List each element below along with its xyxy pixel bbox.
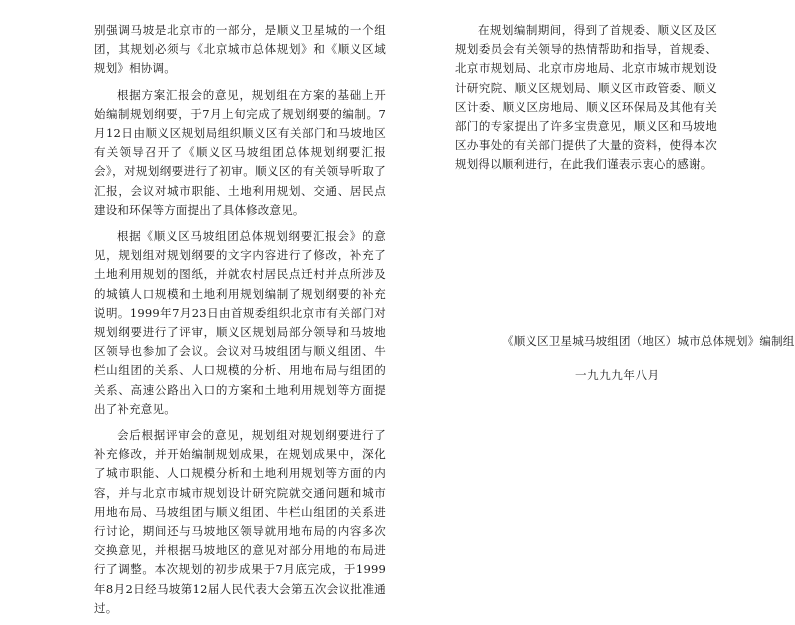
paragraph-acknowledgements: 在规划编制期间，得到了首规委、顺义区及区规划委员会有关领导的热情帮助和指导，首规委、北京市规划局、北京市房地局、北京市城市规划设计研究院、顺义区规划局、顺义区市政管委、顺义区计委、顺义区房地局、顺义区环保局及其他有关部门的专家提出了许多宝贵意见，顺义区和马坡地区办事处的有关部门提供了大量的资料，使得本次规划得以顺利进行，在此我们谨表示衷心的感谢。 bbox=[455, 23, 717, 172]
paragraph-outline-revision: 根据《顺义区马坡组团总体规划纲要汇报会》的意见，规划组对规划纲要的文字内容进行了修改，补充了土地利用规划的图纸，并就农村居民点迁村并点所涉及的城镇人口规模和土地利用规划编制了规划纲要的补充说明。1999年7月23日由首规委组织北京市有关部门对规划纲要进行了评审，顺义区规划局部分领导和马坡地区领导也参加了会议。会议对马坡组团与顺义组团、牛栏山组团的关系、人口规模的分析、用地布局与组团的关系、高速公路出入口的方案和土地利用规划等方面提出了补充意见。 bbox=[94, 229, 386, 416]
paragraph-plan-approval: 会后根据评审会的意见，规划组对规划纲要进行了补充修改，并开始编制规划成果，在规划成果中，深化了城市职能、人口规模分析和土地利用规划等方面的内容，并与北京市城市规划设计研究院就交通问题和城市用地布局、马坡组团与顺义组团、牛栏山组团的关系进行讨论，期间还与马坡地区领导就用地布局的内容多次交换意见，并根据马坡地区的意见对部分用地的布局进行了调整。本次规划的初步成果于7月底完成，于1999年8月2日经马坡第12届人民代表大会第五次会议批准通过。 bbox=[94, 428, 386, 615]
left-page-text bbox=[94, 21, 386, 625]
paragraph-continued: 别强调马坡是北京市的一部分，是顺义卫星城的一个组团，其规划必须与《北京城市总体规划》和《顺义区域规划》相协调。 bbox=[94, 23, 386, 76]
signature-line: 《顺义区卫星城马坡组团（地区）城市总体规划》编制组 bbox=[502, 334, 795, 348]
book-gutter bbox=[398, 0, 399, 528]
right-page-text bbox=[455, 21, 717, 182]
date-line: 一九九九年八月 bbox=[575, 368, 660, 382]
paragraph-outline-review: 根据方案汇报会的意见，规划组在方案的基础上开始编制规划纲要，于7月上旬完成了规划纲要的编制。7月12日由顺义区规划局组织顺义区有关部门和马坡地区有关领导召开了《顺义区马坡组团总体规划纲要汇报会》，对规划纲要进行了初审。顺义区的有关领导听取了汇报，会议对城市职能、土地利用规划、交通、居民点建设和环保等方面提出了具体修改意见。 bbox=[94, 87, 386, 217]
